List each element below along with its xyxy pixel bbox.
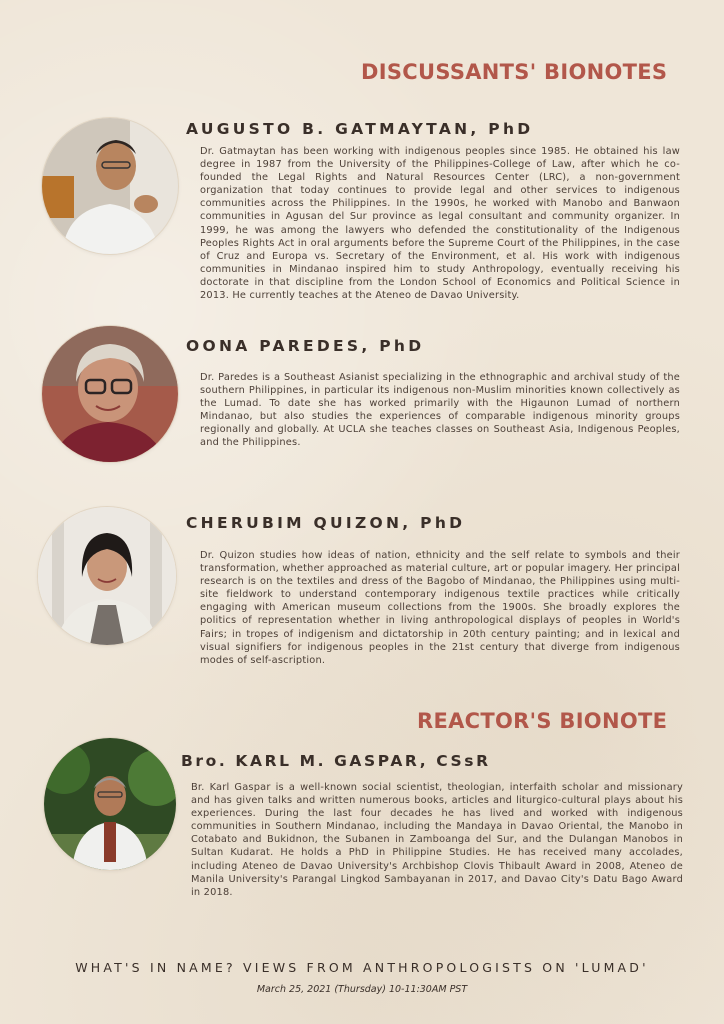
quizon-photo <box>38 507 176 645</box>
paredes-photo <box>42 326 178 462</box>
reactor-heading: REACTOR'S BIONOTE <box>417 709 668 733</box>
gaspar-bio: Br. Karl Gaspar is a well-known social scientist, theologian, interfaith scholar and missionary and has given talks and written numerous books, articles and liturgico-cultural plays about his experiences. During the last four decades he has lived and worked with indigenous communities in Southern Mindanao, including the Mandaya in Davao Oriental, the Manobo in Cotabato and Bukidnon, the Subanen in Zamboanga del Sur, and the Dulangan Manobos in Sultan Kudarat. He holds a PhD in Philippine Studies. He has received many accolades, including Ateneo de Davao University's Archbishop Clovis Thibault Award in 2008, Ateneo de Manila University's Parangal Lingkod Sambayanan in 2017, and Davao City's Datu Bago Award in 2018. <box>191 782 683 898</box>
gaspar-name: Bro. KARL M. GASPAR, CSsR <box>181 752 491 770</box>
paredes-bio: Dr. Paredes is a Southeast Asianist specializing in the ethnographic and archival study of the southern Philippines, in particular its indigenous non-Muslim minorities known collectively as the Lumad. To date she has worked primarily with the Higaunon Lumad of northern Mindanao, but also studies the experiences of comparable indigenous minority groups regionally and globally. At UCLA she teaches classes on Southeast Asia, Indigenous Peoples, and the Philippines. <box>200 372 680 449</box>
paredes-name: OONA PAREDES, PhD <box>186 337 425 355</box>
event-title: WHAT'S IN NAME? VIEWS FROM ANTHROPOLOGISTS ON 'LUMAD' <box>75 960 649 975</box>
gatmaytan-bio: Dr. Gatmaytan has been working with indigenous peoples since 1985. He obtained his law degree in 1987 from the University of the Philippines-College of Law, after which he co-founded the Legal Rights and Natural Resources Center (LRC), a non-government organization that today continues to provide legal and other services to indigenous communities across the Philippines. In the 1990s, he worked with Manobo and Banwaon communities in Agusan del Sur province as legal consultant and community organizer. In 1999, he was among the lawyers who defended the constitutionality of the Indigenous Peoples Rights Act in oral arguments before the Supreme Court of the Philippines, in the case of Cruz and Europa vs. Secretary of the Environment, et al. His work with indigenous communities in Mindanao inspired him to study Anthropology, eventually receiving his doctorate in that discipline from the London School of Economics and Political Science in 2013. He currently teaches at the Ateneo de Davao University. <box>200 146 680 302</box>
quizon-bio: Dr. Quizon studies how ideas of nation, ethnicity and the self relate to symbols and their transformation, whether approached as material culture, art or popular imagery. Her principal research is on the textiles and dress of the Bagobo of Mindanao, the Philippines using multi-site fieldwork to understand contemporary indigenous textile practices while critically engaging with American museum collections from the 1900s. She broadly explores the politics of representation whether in living anthropological displays of peoples in World's Fairs; in tropes of indigenism and dictatorship in 20th century painting; and in lexical and visual signifiers for indigenous peoples in the 21st century that diverge from indigenous modes of self-ascription. <box>200 550 680 666</box>
discussants-heading: DISCUSSANTS' BIONOTES <box>361 60 668 84</box>
quizon-name: CHERUBIM QUIZON, PhD <box>186 514 466 532</box>
gatmaytan-photo <box>42 118 178 254</box>
event-date: March 25, 2021 (Thursday) 10-11:30AM PST <box>256 984 468 995</box>
gatmaytan-name: AUGUSTO B. GATMAYTAN, PhD <box>186 120 534 138</box>
gaspar-photo <box>44 738 176 870</box>
